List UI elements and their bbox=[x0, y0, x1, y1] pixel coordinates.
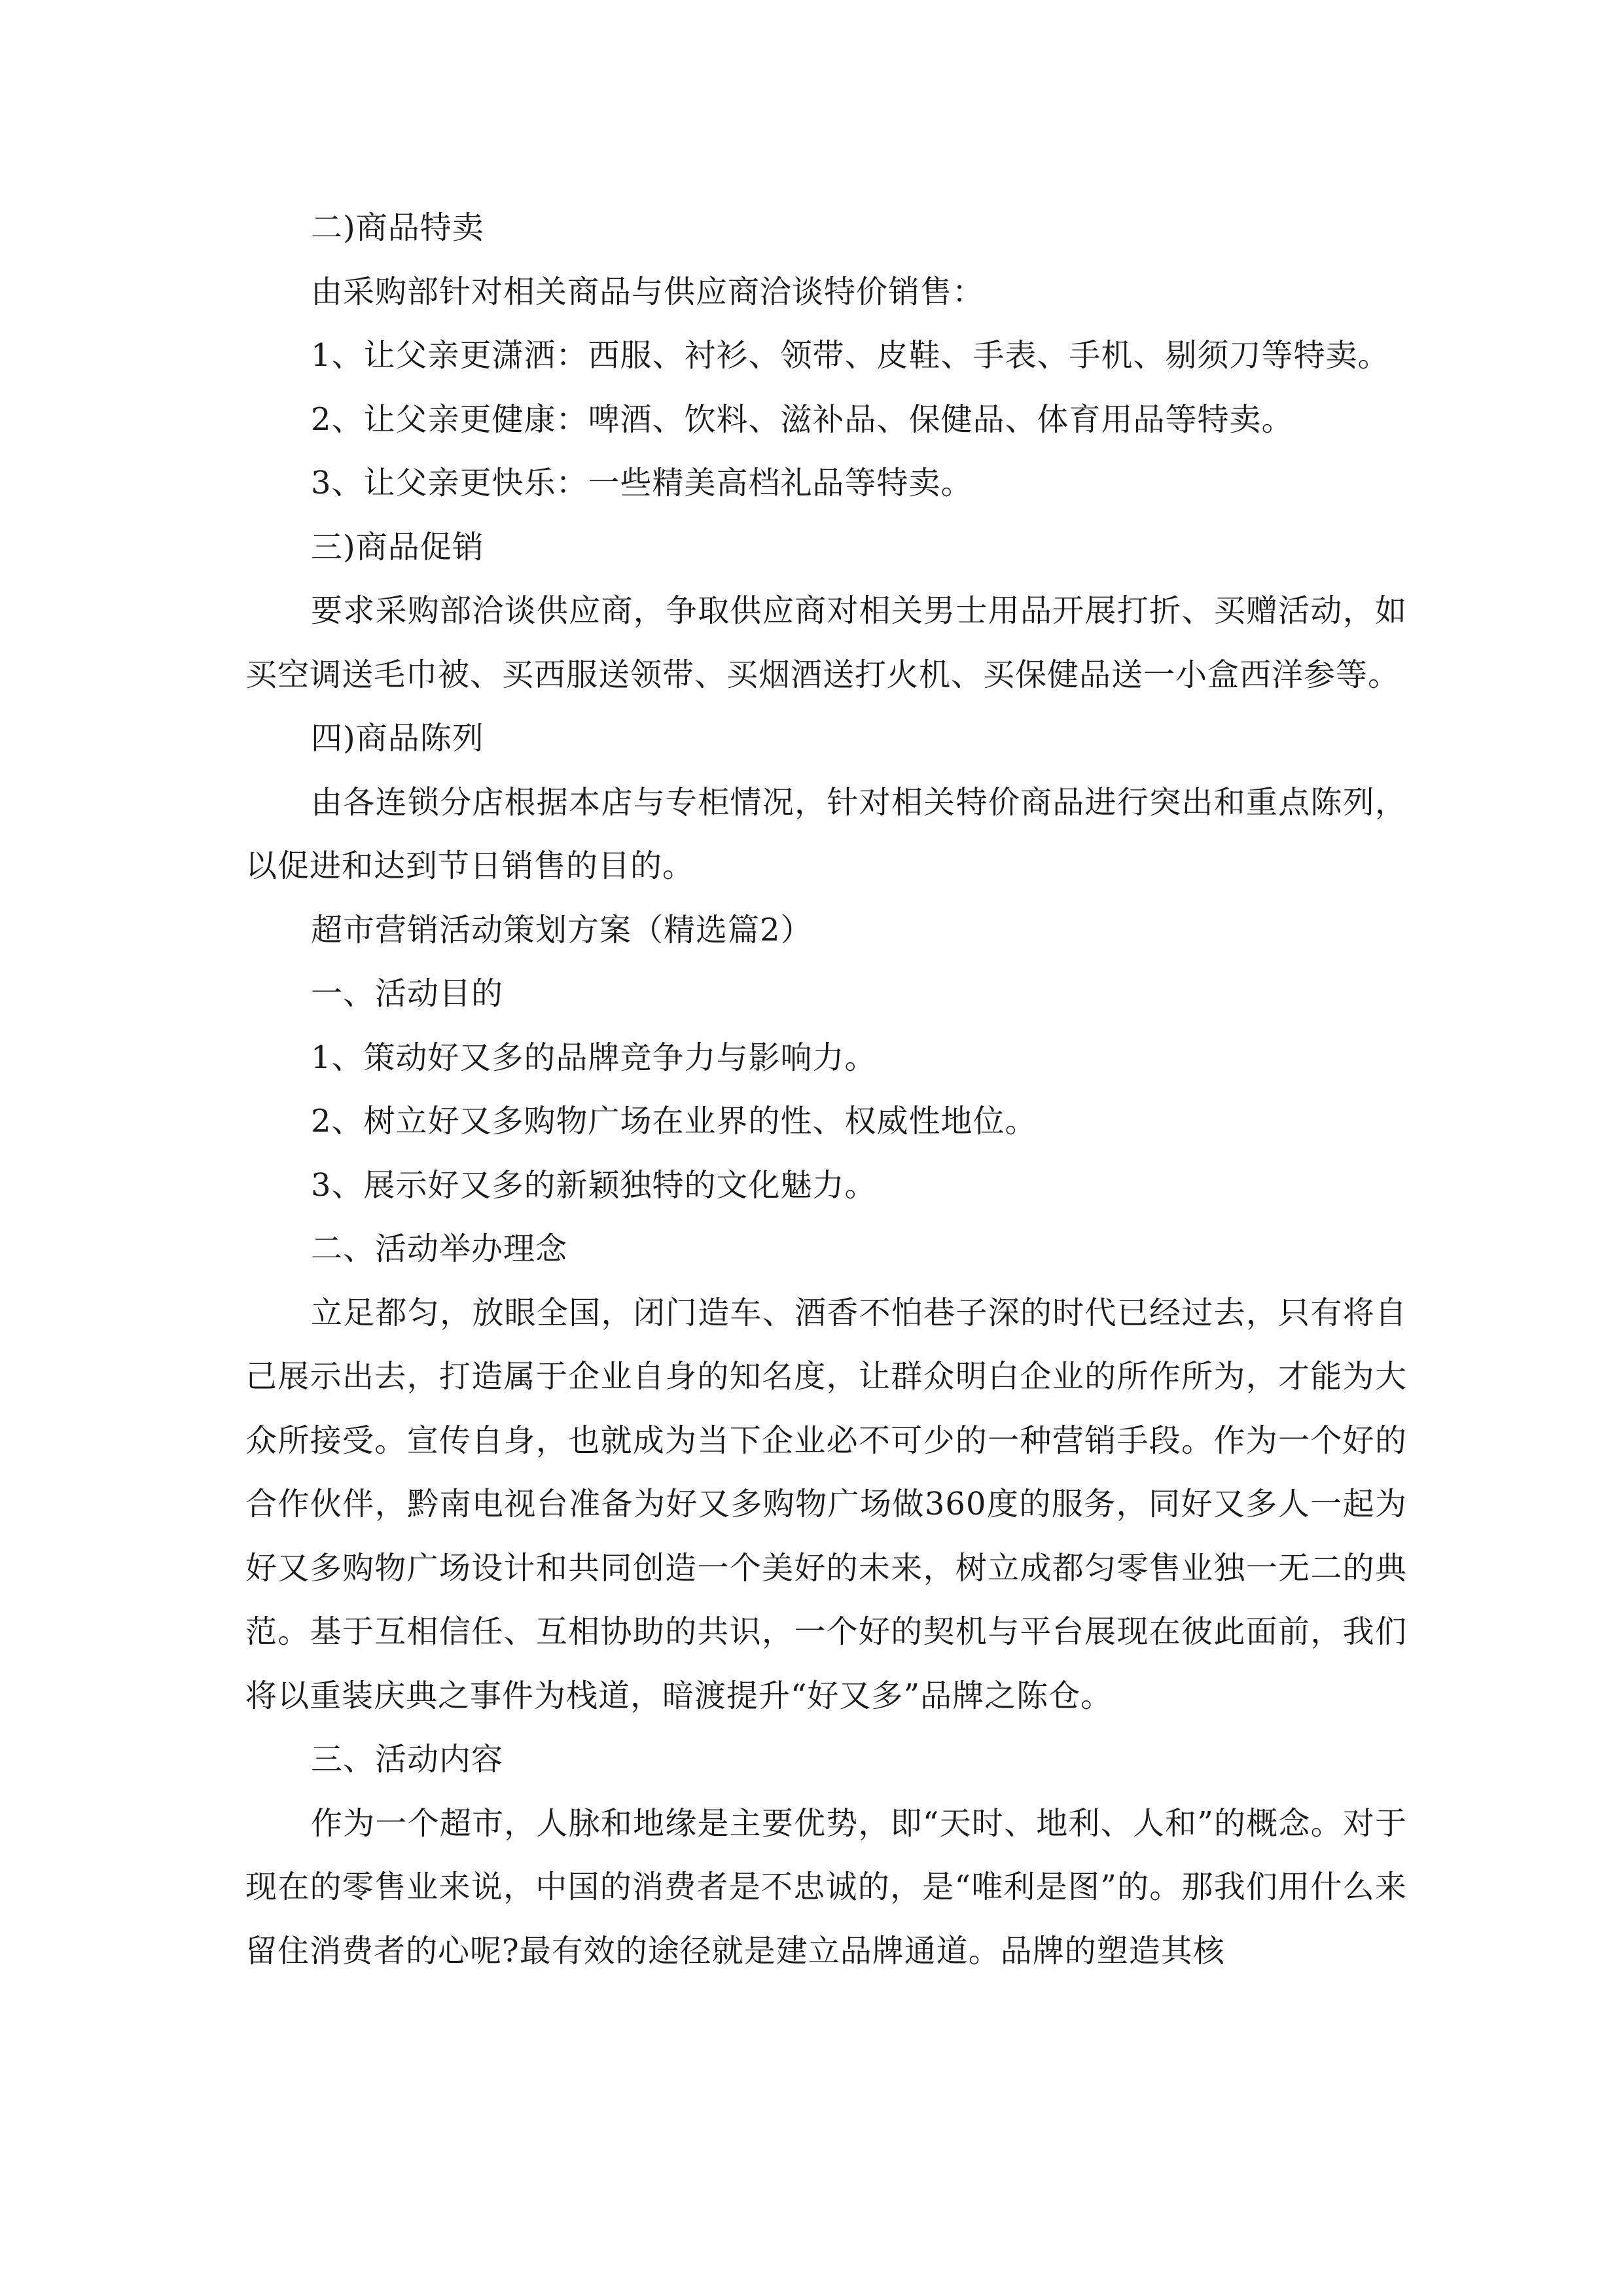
list-item: 1、让父亲更潇洒：西服、衬衫、领带、皮鞋、手表、手机、剔须刀等特卖。 bbox=[311, 337, 1390, 374]
list-item: 3、让父亲更快乐：一些精美高档礼品等特卖。 bbox=[311, 465, 973, 501]
heading-product-display: 四)商品陈列 bbox=[311, 720, 484, 757]
heading-product-special-sale: 二)商品特卖 bbox=[311, 209, 484, 246]
heading-activity-content: 三、活动内容 bbox=[311, 1741, 504, 1778]
heading-product-promotion: 三)商品促销 bbox=[311, 528, 484, 565]
list-item: 3、展示好又多的新颖独特的文化魅力。 bbox=[311, 1166, 877, 1204]
paragraph: 要求采购部洽谈供应商，争取供应商对相关男士用品开展打折、买赠活动，如买空调送毛巾被、买西服送领带、买烟酒送打火机、买保健品送一小盒西洋参等。 bbox=[245, 592, 1407, 693]
document-body bbox=[245, 196, 1407, 1983]
paragraph: 由采购部针对相关商品与供应商洽谈特价销售： bbox=[311, 273, 985, 310]
list-item: 1、策动好又多的品牌竞争力与影响力。 bbox=[311, 1039, 877, 1076]
paragraph: 立足都匀，放眼全国，闭门造车、酒香不怕巷子深的时代已经过去，只有将自己展示出去，打造属于企业自身的知名度，让群众明白企业的所作所为，才能为大众所接受。宣传自身，也就成为当下企业必不可少的一种营销手段。作为一个好的合作伙伴，黔南电视台准备为好又多购物广场做360度的服务，同好又多人一起为好又多购物广场设计和共同创造一个美好的未来，树立成都匀零售业独一无二的典范。基于互相信任、互相协助的共识，一个好的契机与平台展现在彼此面前，我们将以重装庆典之事件为栈道，暗渡提升“好又多”品牌之陈仓。 bbox=[245, 1294, 1407, 1714]
heading-activity-purpose: 一、活动目的 bbox=[311, 975, 504, 1012]
list-item: 2、树立好又多购物广场在业界的性、权威性地位。 bbox=[311, 1103, 1037, 1139]
paragraph: 由各连锁分店根据本店与专柜情况，针对相关特价商品进行突出和重点陈列，以促进和达到节日销售的目的。 bbox=[245, 783, 1407, 884]
list-item: 2、让父亲更健康：啤酒、饮料、滋补品、保健品、体育用品等特卖。 bbox=[311, 401, 1294, 438]
section-title: 超市营销活动策划方案（精选篇2） bbox=[311, 911, 813, 948]
paragraph: 作为一个超市，人脉和地缘是主要优势，即“天时、地利、人和”的概念。对于现在的零售业来说，中国的消费者是不忠诚的，是“唯利是图”的。那我们用什么来留住消费者的心呢?最有效的途径就是建立品牌通道。品牌的塑造其核 bbox=[245, 1804, 1407, 1969]
heading-activity-concept: 二、活动举办理念 bbox=[311, 1230, 568, 1267]
